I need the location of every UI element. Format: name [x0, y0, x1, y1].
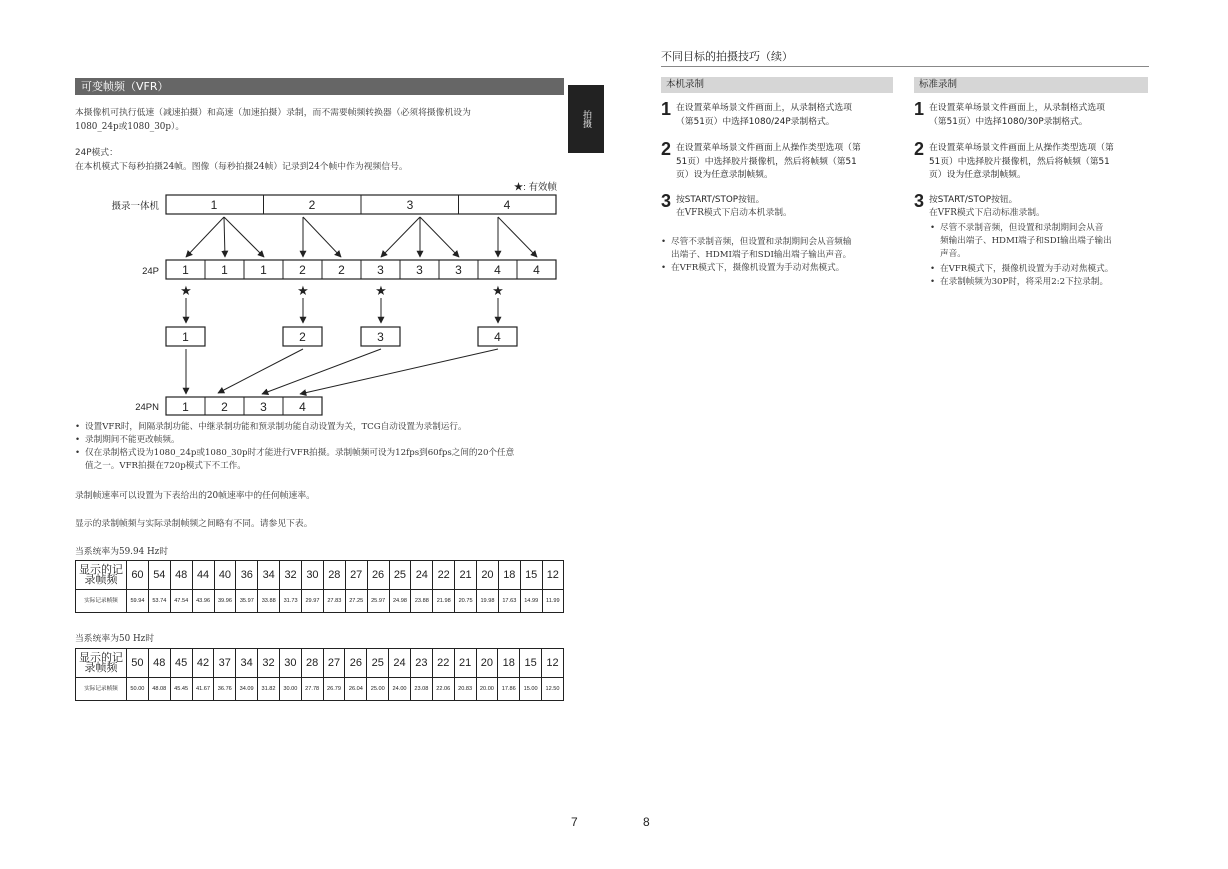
table-cell: 18 — [498, 561, 520, 590]
table-cell: 24.98 — [389, 590, 411, 613]
frame-rate-table-5994 — [75, 560, 564, 613]
bullet-item-cont: 值之一。VFR拍摄在720p模式下不工作。 — [85, 461, 246, 471]
table-cell: 23.88 — [411, 590, 433, 613]
camera-cell: 2 — [308, 198, 316, 212]
table-cell: 18 — [498, 649, 520, 678]
table-cell: 45 — [170, 649, 192, 678]
table-cell: 20 — [476, 649, 498, 678]
step-text: 在设置菜单场景文件画面上，从录制格式选项 （第51页）中选择1080/24P录制格式。 — [676, 103, 852, 127]
table-cell: 59.94 — [127, 590, 149, 613]
table-cell: 12 — [542, 649, 564, 678]
step-number: 1 — [661, 99, 672, 119]
table-cell: 37 — [214, 649, 236, 678]
table-header-cell: 显示的记录帧频 — [76, 649, 127, 678]
table-cell: 12 — [542, 561, 563, 590]
mode-desc: 在本机模式下每秒拍摄24帧。图像（每秒拍摄24帧）记录到24个帧中作为视频信号。 — [75, 162, 408, 172]
table-cell: 54 — [148, 561, 170, 590]
step-number: 2 — [661, 139, 672, 159]
table-cell: 20.00 — [476, 678, 498, 701]
table-row — [76, 649, 564, 678]
table-cell: 24.00 — [389, 678, 411, 701]
step-number: 3 — [661, 191, 672, 211]
table-header-cell: 实际记录帧频 — [76, 590, 127, 613]
row-24p-cell: 3 — [416, 263, 423, 277]
table-cell: 21 — [454, 649, 476, 678]
right-heading: 不同目标的拍摄技巧（续） — [661, 50, 793, 63]
camera-cell: 4 — [503, 198, 511, 212]
bullet-item: • 在VFR模式下，摄像机设置为手动对焦模式。 — [930, 264, 1114, 274]
row-24pn-label: 24PN — [135, 402, 159, 413]
table-cell: 31.73 — [280, 590, 302, 613]
table-cell: 42 — [192, 649, 214, 678]
row-24pn-cell: 3 — [260, 400, 267, 414]
bullet-item-cont: 频输出端子、HDMI端子和SDI输出端子输出 — [940, 236, 1112, 246]
bullet-item: • 录制期间不能更改帧频。 — [75, 435, 180, 445]
page-number-right: 8 — [643, 815, 650, 829]
table-cell: 27.83 — [323, 590, 345, 613]
table-cell: 15 — [520, 649, 542, 678]
row-24p-cell: 2 — [299, 263, 306, 277]
table-cell: 25.97 — [367, 590, 389, 613]
table-cell: 22.06 — [432, 678, 454, 701]
heading-rule — [661, 66, 1149, 67]
frame-rate-table-50 — [75, 648, 564, 701]
bullet-item: • 尽管不录制音频，但设置和录制期间会从音 — [930, 223, 1104, 233]
table-cell: 27.25 — [345, 590, 367, 613]
table-cell: 15.00 — [520, 678, 542, 701]
table2-caption: 当系统率为50 Hz时 — [75, 634, 155, 644]
table-cell: 15 — [520, 561, 542, 590]
valid-box: 4 — [494, 330, 501, 344]
table-cell: 48 — [148, 649, 170, 678]
table-cell: 20.75 — [455, 590, 477, 613]
table-cell: 60 — [127, 561, 149, 590]
step-text: 按START/STOP按钮。 — [929, 195, 1018, 205]
table-cell: 21.98 — [433, 590, 455, 613]
row-24pn-cell: 2 — [221, 400, 228, 414]
table-cell: 47.54 — [170, 590, 192, 613]
table-header-cell: 实际记录帧频 — [76, 678, 127, 701]
table-cell: 50.00 — [127, 678, 149, 701]
row-24p-label: 24P — [142, 266, 159, 277]
table-cell: 30 — [279, 649, 301, 678]
intro-line-2: 1080_24p或1080_30p）。 — [75, 122, 185, 132]
step-number: 2 — [914, 139, 925, 159]
bullet-item: • 仅在录制格式设为1080_24p或1080_30p时才能进行VFR拍摄。录制帧频可设为12fps到60fps之间的20个任意 — [75, 448, 515, 458]
step-note: 在VFR模式下启动标准录制。 — [929, 208, 1045, 218]
table-cell: 27 — [345, 561, 367, 590]
table-cell: 34 — [258, 561, 280, 590]
step-text: 在设置菜单场景文件画面上从操作类型选项（第 51页）中选择胶片摄像机，然后将帧频（第51 页）设为任意录制帧频。 — [676, 143, 861, 180]
table-cell: 25 — [367, 649, 389, 678]
bullet-item: • 设置VFR时，间隔录制功能、中继录制功能和预录制功能自动设置为关，TCG自动设置为录制运行。 — [75, 422, 467, 432]
table-cell: 28 — [323, 561, 345, 590]
legend-text: ★: 有效帧 — [513, 182, 557, 193]
table-cell: 24 — [411, 561, 433, 590]
row-24p-cell: 3 — [455, 263, 462, 277]
para-difference: 显示的录制帧频与实际录制帧频之间略有不同。请参见下表。 — [75, 519, 313, 529]
table-cell: 45.45 — [170, 678, 192, 701]
row-24p-cell: 3 — [377, 263, 384, 277]
step-number: 1 — [914, 99, 925, 119]
row-24pn-cell: 4 — [299, 400, 306, 414]
row-24pn-cell: 1 — [182, 400, 189, 414]
table-cell: 12.50 — [542, 678, 564, 701]
valid-box: 3 — [377, 330, 384, 344]
row-24p-cell: 1 — [260, 263, 267, 277]
table-cell: 26.04 — [345, 678, 367, 701]
table-cell: 25 — [389, 561, 411, 590]
table-cell: 32 — [280, 561, 302, 590]
col-title-device: 本机录制 — [661, 77, 893, 93]
step-text: 在设置菜单场景文件画面上，从录制格式选项 （第51页）中选择1080/30P录制格式。 — [929, 103, 1105, 127]
row-24p-cell: 4 — [494, 263, 501, 277]
valid-box: 2 — [299, 330, 306, 344]
star-2: ★ — [297, 284, 309, 299]
table-cell: 22 — [432, 649, 454, 678]
table-cell: 34.09 — [236, 678, 258, 701]
table-cell: 22 — [433, 561, 455, 590]
mode-title: 24P模式： — [75, 148, 118, 158]
table-cell: 36 — [236, 561, 258, 590]
table-cell: 27 — [323, 649, 345, 678]
table-cell: 30 — [302, 561, 324, 590]
table-cell: 48 — [170, 561, 192, 590]
camera-cell: 3 — [406, 198, 414, 212]
section-title-vfr: 可变帧频（VFR） — [75, 78, 564, 95]
table-cell: 19.98 — [477, 590, 499, 613]
table-cell: 20.83 — [454, 678, 476, 701]
table-cell: 50 — [127, 649, 149, 678]
table-cell: 31.82 — [258, 678, 280, 701]
table-cell: 24 — [389, 649, 411, 678]
table-cell: 25.00 — [367, 678, 389, 701]
table-cell: 26 — [367, 561, 389, 590]
step-text: 在设置菜单场景文件画面上从操作类型选项（第 51页）中选择胶片摄像机，然后将帧频（第51 页）设为任意录制帧频。 — [929, 143, 1114, 180]
table-row — [76, 590, 564, 613]
col-title-standard: 标准录制 — [914, 77, 1148, 93]
table-row — [76, 678, 564, 701]
table-cell: 27.78 — [301, 678, 323, 701]
step-note: 在VFR模式下启动本机录制。 — [676, 208, 792, 218]
table-cell: 32 — [258, 649, 280, 678]
table-cell: 53.74 — [148, 590, 170, 613]
table-cell: 43.96 — [192, 590, 214, 613]
table-cell: 11.99 — [542, 590, 563, 613]
row-24p-cell: 1 — [221, 263, 228, 277]
table-cell: 14.99 — [520, 590, 542, 613]
table-cell: 36.76 — [214, 678, 236, 701]
intro-line-1: 本摄像机可执行低速（减速拍摄）和高速（加速拍摄）录制，而不需要帧频转换器（必须将摄像机设为 — [75, 108, 471, 118]
camera-cell: 1 — [210, 198, 218, 212]
row-24p-cell: 1 — [182, 263, 189, 277]
table-cell: 35.97 — [236, 590, 258, 613]
bullet-item: • 在录制帧频为30P时，将采用2:2下拉录制。 — [930, 277, 1109, 287]
table-cell: 41.67 — [192, 678, 214, 701]
row-24p-cell: 2 — [338, 263, 345, 277]
table-row — [76, 561, 564, 590]
table-cell: 26.79 — [323, 678, 345, 701]
table-cell: 17.86 — [498, 678, 520, 701]
valid-box: 1 — [182, 330, 189, 344]
table-header-cell: 显示的记录帧频 — [76, 561, 127, 590]
bullet-item: • 尽管不录制音频，但设置和录制期间会从音频输 — [661, 237, 852, 247]
step-text: 按START/STOP按钮。 — [676, 195, 765, 205]
table-cell: 40 — [214, 561, 236, 590]
table-cell: 39.96 — [214, 590, 236, 613]
table-cell: 34 — [236, 649, 258, 678]
table-cell: 48.08 — [148, 678, 170, 701]
table-cell: 20 — [477, 561, 499, 590]
star-1: ★ — [180, 284, 192, 299]
star-3: ★ — [375, 284, 387, 299]
table-cell: 44 — [192, 561, 214, 590]
table-cell: 28 — [301, 649, 323, 678]
bullet-item: • 在VFR模式下，摄像机设置为手动对焦模式。 — [661, 263, 845, 273]
table1-caption: 当系统率为59.94 Hz时 — [75, 547, 169, 557]
table-cell: 29.97 — [302, 590, 324, 613]
page-number-left: 7 — [571, 815, 578, 829]
table-cell: 26 — [345, 649, 367, 678]
table-cell: 30.00 — [279, 678, 301, 701]
row-24p-cell: 4 — [533, 263, 540, 277]
table-cell: 23.08 — [410, 678, 432, 701]
step-number: 3 — [914, 191, 925, 211]
table-cell: 17.63 — [498, 590, 520, 613]
table-cell: 23 — [410, 649, 432, 678]
table-cell: 21 — [455, 561, 477, 590]
bullet-item-cont: 声音。 — [940, 249, 966, 259]
para-frame-rates: 录制帧速率可以设置为下表给出的20帧速率中的任何帧速率。 — [75, 491, 315, 501]
camera-label: 摄录一体机 — [111, 201, 159, 212]
table-cell: 33.88 — [258, 590, 280, 613]
chapter-tab[interactable]: 拍摄 — [568, 85, 604, 153]
star-4: ★ — [492, 284, 504, 299]
bullet-item-cont: 出端子、HDMI端子和SDI输出端子输出声音。 — [671, 250, 852, 260]
